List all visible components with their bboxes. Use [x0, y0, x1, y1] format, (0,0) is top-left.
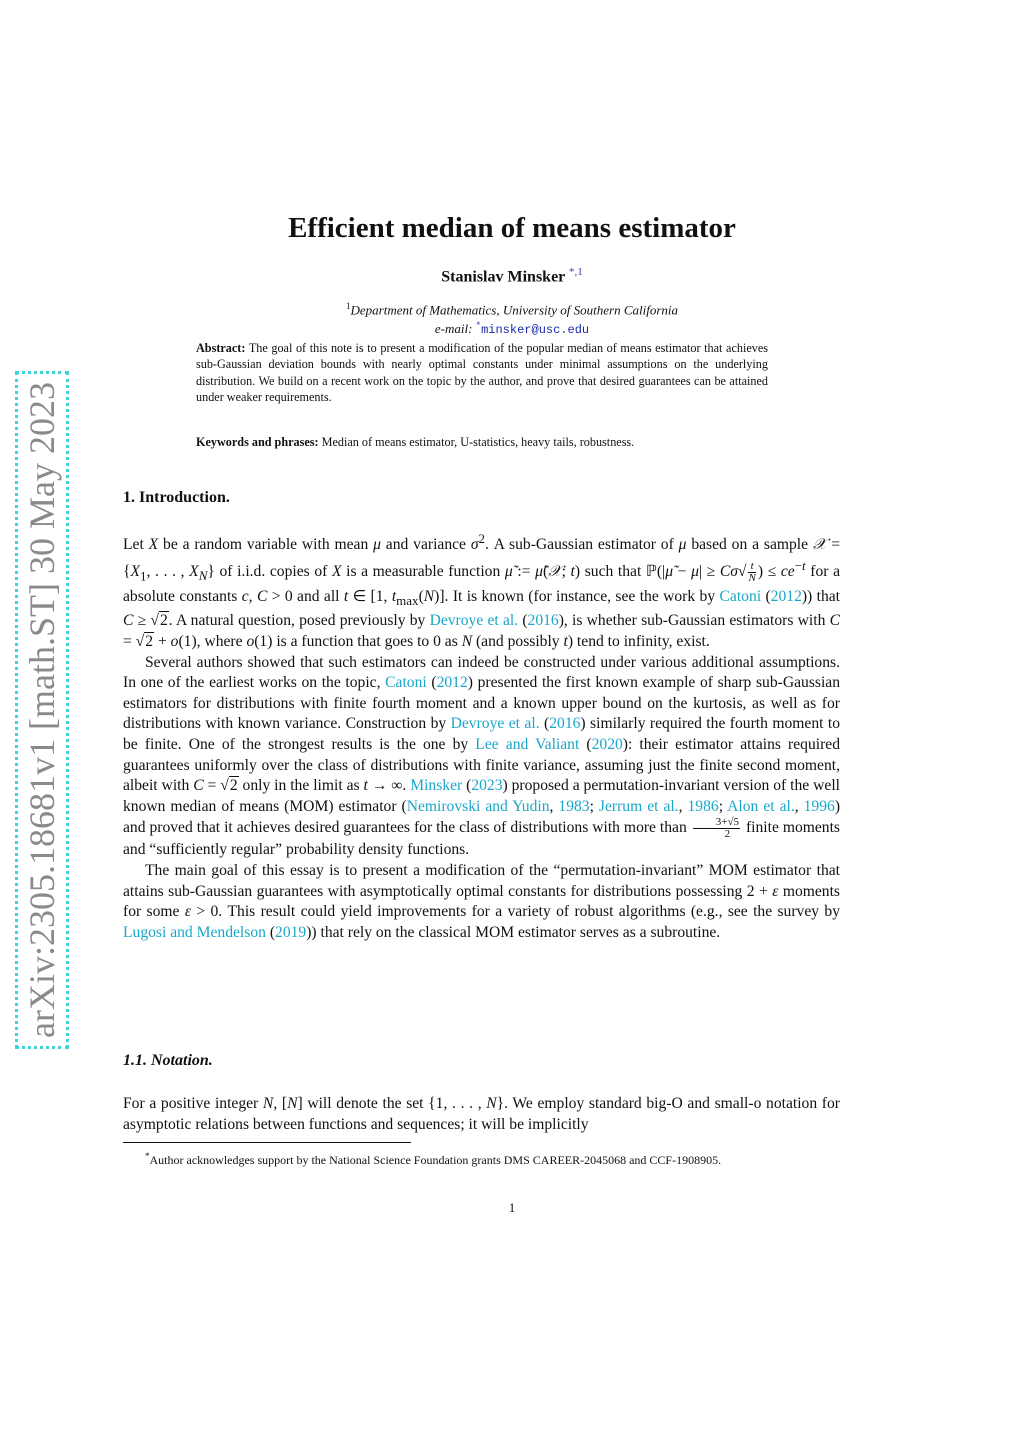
cite-catoni-2[interactable]: Catoni — [385, 674, 427, 692]
keywords — [196, 434, 776, 450]
affiliation-block — [0, 298, 1024, 339]
cite-devroye-2[interactable]: Devroye et al. — [450, 715, 540, 733]
paragraph-notation: For a positive integer N, [N] will denote the set {1, . . . , N}. We employ standard big-O and small-o notation for asymptotic relations between functions and sequences; it will be implicitly — [123, 1095, 840, 1133]
abstract-label: Abstract: — [196, 341, 246, 355]
keywords-label: Keywords and phrases: — [196, 435, 319, 449]
footnote-divider — [123, 1142, 411, 1143]
cite-minsker[interactable]: Minsker — [410, 777, 463, 795]
abstract — [196, 340, 768, 405]
cite-nemirovski[interactable]: Nemirovski and Yudin — [406, 797, 550, 815]
cite-devroye-year-2[interactable]: 2016 — [549, 715, 581, 733]
cite-lee-valiant[interactable]: Lee and Valiant — [475, 735, 580, 753]
cite-lugosi[interactable]: Lugosi and Mendelson — [123, 923, 266, 941]
notation-body — [123, 1094, 840, 1135]
cite-alon-year[interactable]: 1996 — [803, 797, 835, 815]
subsection-heading-notation: 1.1. Notation. — [123, 1052, 213, 1069]
author-name: Stanislav Minsker — [441, 268, 565, 286]
paragraph-1: Let X be a random variable with mean μ and variance $\sigma^2$. A sub-Gaussian estimator of μ based on a sample 𝒳 = {$X_1$, . . . , $X_N$} of i.i.d. copies of X is a measurable function μ̃ := μ̃(𝒳; t) such that ℙ(|μ̃ − μ| ≥ Cσ√ $\frac{t}{N}$ ) ≤ $ce^{-t}$ for a absolute constants c, C > 0 and all t ∈ [1, $t_{max}(N)$]. It is known (for instance, see the work by Catoni (2012)) that C ≥ √2. A natural question, posed previously by Devroye et al. (2016), is whether sub-Gaussian estimators with C = √2 + o(1), where o(1) is a function that goes to 0 as N (and possibly t) tend to infinity, exist. — [123, 531, 841, 650]
arxiv-stamp: arXiv:2305.18681v1 [math.ST] 30 May 2023 — [15, 371, 69, 1049]
introduction-body — [123, 529, 840, 943]
cite-jerrum-year[interactable]: 1986 — [687, 797, 719, 815]
paragraph-3: The main goal of this essay is to present a modification of the “permutation-invariant” MOM estimator that attains sub-Gaussian guarantees with asymptotically optimal constants for distributions possessing 2 + ε moments for some ε > 0. This result could yield improvements for a variety of robust algorithms (e.g., see the survey by Lugosi and Mendelson (2019)) that rely on the classical MOM estimator serves as a subroutine. — [123, 861, 840, 941]
cite-devroye[interactable]: Devroye et al. — [429, 612, 519, 630]
email-link[interactable] — [476, 323, 589, 337]
email-line — [0, 318, 1024, 339]
paper-title: Efficient median of means estimator — [288, 212, 736, 244]
cite-lee-valiant-year[interactable]: 2020 — [591, 735, 623, 753]
cite-alon[interactable]: Alon et al. — [727, 797, 795, 815]
arxiv-stamp-container — [18, 380, 66, 1040]
section-heading-introduction: 1. Introduction. — [123, 489, 230, 506]
cite-devroye-year[interactable]: 2016 — [527, 612, 559, 630]
author-line — [0, 266, 1024, 286]
email-address[interactable]: minsker@usc.edu — [481, 323, 590, 338]
abstract-text: The goal of this note is to present a modification of the popular median of means estimator that achieves sub-Gaussian deviation bounds with nearly optimal constants under minimal assumptions on the underlying distribution. We build on a recent work on the topic by the author, and prove that desired guarantees can be attained under weaker requirements. — [196, 341, 768, 404]
page-number: 1 — [508, 1200, 516, 1215]
cite-jerrum[interactable]: Jerrum et al. — [598, 797, 679, 815]
affiliation-marker: 1 — [346, 301, 351, 311]
cite-lugosi-year[interactable]: 2019 — [275, 923, 307, 941]
paragraph-2: Several authors showed that such estimators can indeed be constructed under various additional assumptions. In one of the earliest works on the topic, Catoni (2012) presented the first known example of sharp sub-Gaussian estimators for distributions with finite fourth moment and a known upper bound on the kurtosis, as well as for distributions with known variance. Construction by Devroye et al. (2016) similarly required the fourth moment to be finite. One of the strongest results is the one by Lee and Valiant (2020): their estimator attains required guarantees uniformly over the class of distributions with finite variance, assuming just the finite second moment, albeit with C = √2 only in the limit as t → ∞. Minsker (2023) proposed a permutation-invariant version of the well known median of means (MOM) estimator (Nemirovski and Yudin, 1983; Jerrum et al., 1986; Alon et al., 1996) and proved that it achieves desired guarantees for the class of distributions with more than $\frac{3+√5}{2}$ finite moments and “sufficiently regular” probability density functions. — [123, 653, 841, 859]
cite-nemirovski-year[interactable]: 1983 — [558, 797, 590, 815]
cite-minsker-year[interactable]: 2023 — [471, 777, 503, 795]
keywords-text: Median of means estimator, U-statistics, heavy tails, robustness. — [321, 435, 635, 449]
email-label: e-mail: — [434, 321, 473, 337]
affiliation-line — [0, 298, 1024, 318]
affiliation-text: Department of Mathematics, University of Southern California — [350, 302, 678, 318]
footnote-text: Author acknowledges support by the National Science Foundation grants DMS CAREER-2045068 and CCF-1908905. — [149, 1153, 722, 1167]
footnote — [123, 1148, 840, 1168]
author-marks[interactable]: *,1 — [568, 266, 583, 278]
footnote-marker: * — [145, 1151, 150, 1161]
cite-catoni[interactable]: Catoni — [719, 587, 762, 605]
cite-catoni-year[interactable]: 2012 — [770, 587, 802, 605]
cite-catoni-year-2[interactable]: 2012 — [436, 674, 468, 692]
email-marker: * — [475, 321, 482, 332]
